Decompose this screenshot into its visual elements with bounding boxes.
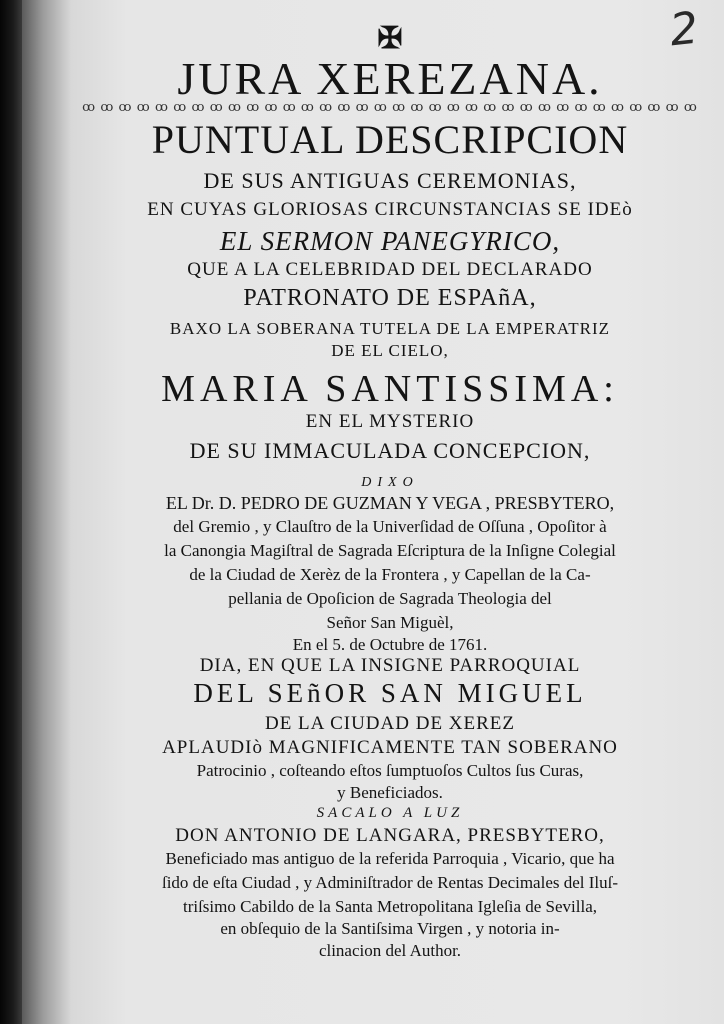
folio-number: 2 [667, 2, 701, 57]
text-line: QUE A LA CELEBRIDAD DEL DECLARADO [187, 259, 593, 280]
page-gutter-shadow [0, 0, 22, 1024]
text-line: EL SERMON PANEGYRICO, [219, 226, 561, 256]
text-line: Patrocinio , coſteando eſtos ſumptuoſos Cultos ſus Curas, [196, 761, 584, 780]
text-line: SACALO A LUZ [316, 805, 464, 821]
text-line: y Beneficiados. [337, 783, 443, 802]
text-line: BAXO LA SOBERANA TUTELA DE LA EMPERATRIZ [169, 319, 611, 338]
title-page [22, 0, 724, 1024]
text-line: DE EL CIELO, [331, 341, 449, 360]
text-line: Señor San Miguèl, [326, 613, 454, 632]
text-line: DON ANTONIO DE LANGARA, PRESBYTERO, [175, 825, 605, 846]
text-line: en obſequio de la Santiſsima Virgen , y notoria in- [220, 919, 560, 938]
text-line: clinacion del Author. [318, 941, 462, 960]
text-line: del Gremio , y Clauſtro de la Univerſidad de Oſſuna , Opoſitor à [173, 517, 607, 536]
text-line: EN CUYAS GLORIOSAS CIRCUNSTANCIAS SE IDEò [147, 199, 633, 220]
text-line: DIA, EN QUE LA INSIGNE PARROQUIAL [199, 655, 581, 676]
text-line: de la Ciudad de Xerèz de la Frontera , y Capellan de la Ca- [189, 565, 591, 584]
text-line: EN EL MYSTERIO [305, 411, 475, 432]
text-line: Beneficiado mas antiguo de la referida Parroquia , Vicario, que ha [165, 849, 615, 868]
text-line: DE SU IMMACULADA CONCEPCION, [189, 438, 591, 463]
cross-ornament: ✠ [377, 22, 403, 55]
text-line: MARIA SANTISSIMA: [161, 368, 619, 410]
ornamental-rule: ꝏ ꝏ ꝏ ꝏ ꝏ ꝏ ꝏ ꝏ ꝏ ꝏ ꝏ ꝏ ꝏ ꝏ ꝏ ꝏ ꝏ ꝏ ꝏ ꝏ ꝏ ꝏ ꝏ ꝏ ꝏ ꝏ ꝏ ꝏ ꝏ ꝏ ꝏ ꝏ ꝏ ꝏ [82, 100, 698, 113]
text-line: la Canongia Magiſtral de Sagrada Eſcriptura de la Inſigne Colegial [164, 541, 616, 560]
page-title: JURA XEREZANA. [177, 53, 603, 104]
text-line: ſido de eſta Ciudad , y Adminiſtrador de Rentas Decimales del Iluſ- [161, 873, 619, 892]
text-line: PATRONATO DE ESPAñA, [243, 285, 537, 311]
text-line: pellania de Opoſicion de Sagrada Theologia del [228, 589, 552, 608]
text-line: DE SUS ANTIGUAS CEREMONIAS, [203, 168, 577, 193]
text-line: APLAUDIò MAGNIFICAMENTE TAN SOBERANO [162, 737, 618, 758]
text-line: DIXO [361, 475, 419, 490]
text-line: En el 5. de Octubre de 1761. [292, 635, 488, 654]
text-line: DEL SEñOR SAN MIGUEL [193, 678, 587, 708]
text-line: EL Dr. D. PEDRO DE GUZMAN Y VEGA , PRESBYTERO, [165, 493, 615, 513]
subtitle-line: PUNTUAL DESCRIPCION [151, 117, 629, 162]
text-line: DE LA CIUDAD DE XEREZ [264, 713, 516, 734]
text-line: triſsimo Cabildo de la Santa Metropolitana Igleſia de Sevilla, [182, 897, 598, 916]
